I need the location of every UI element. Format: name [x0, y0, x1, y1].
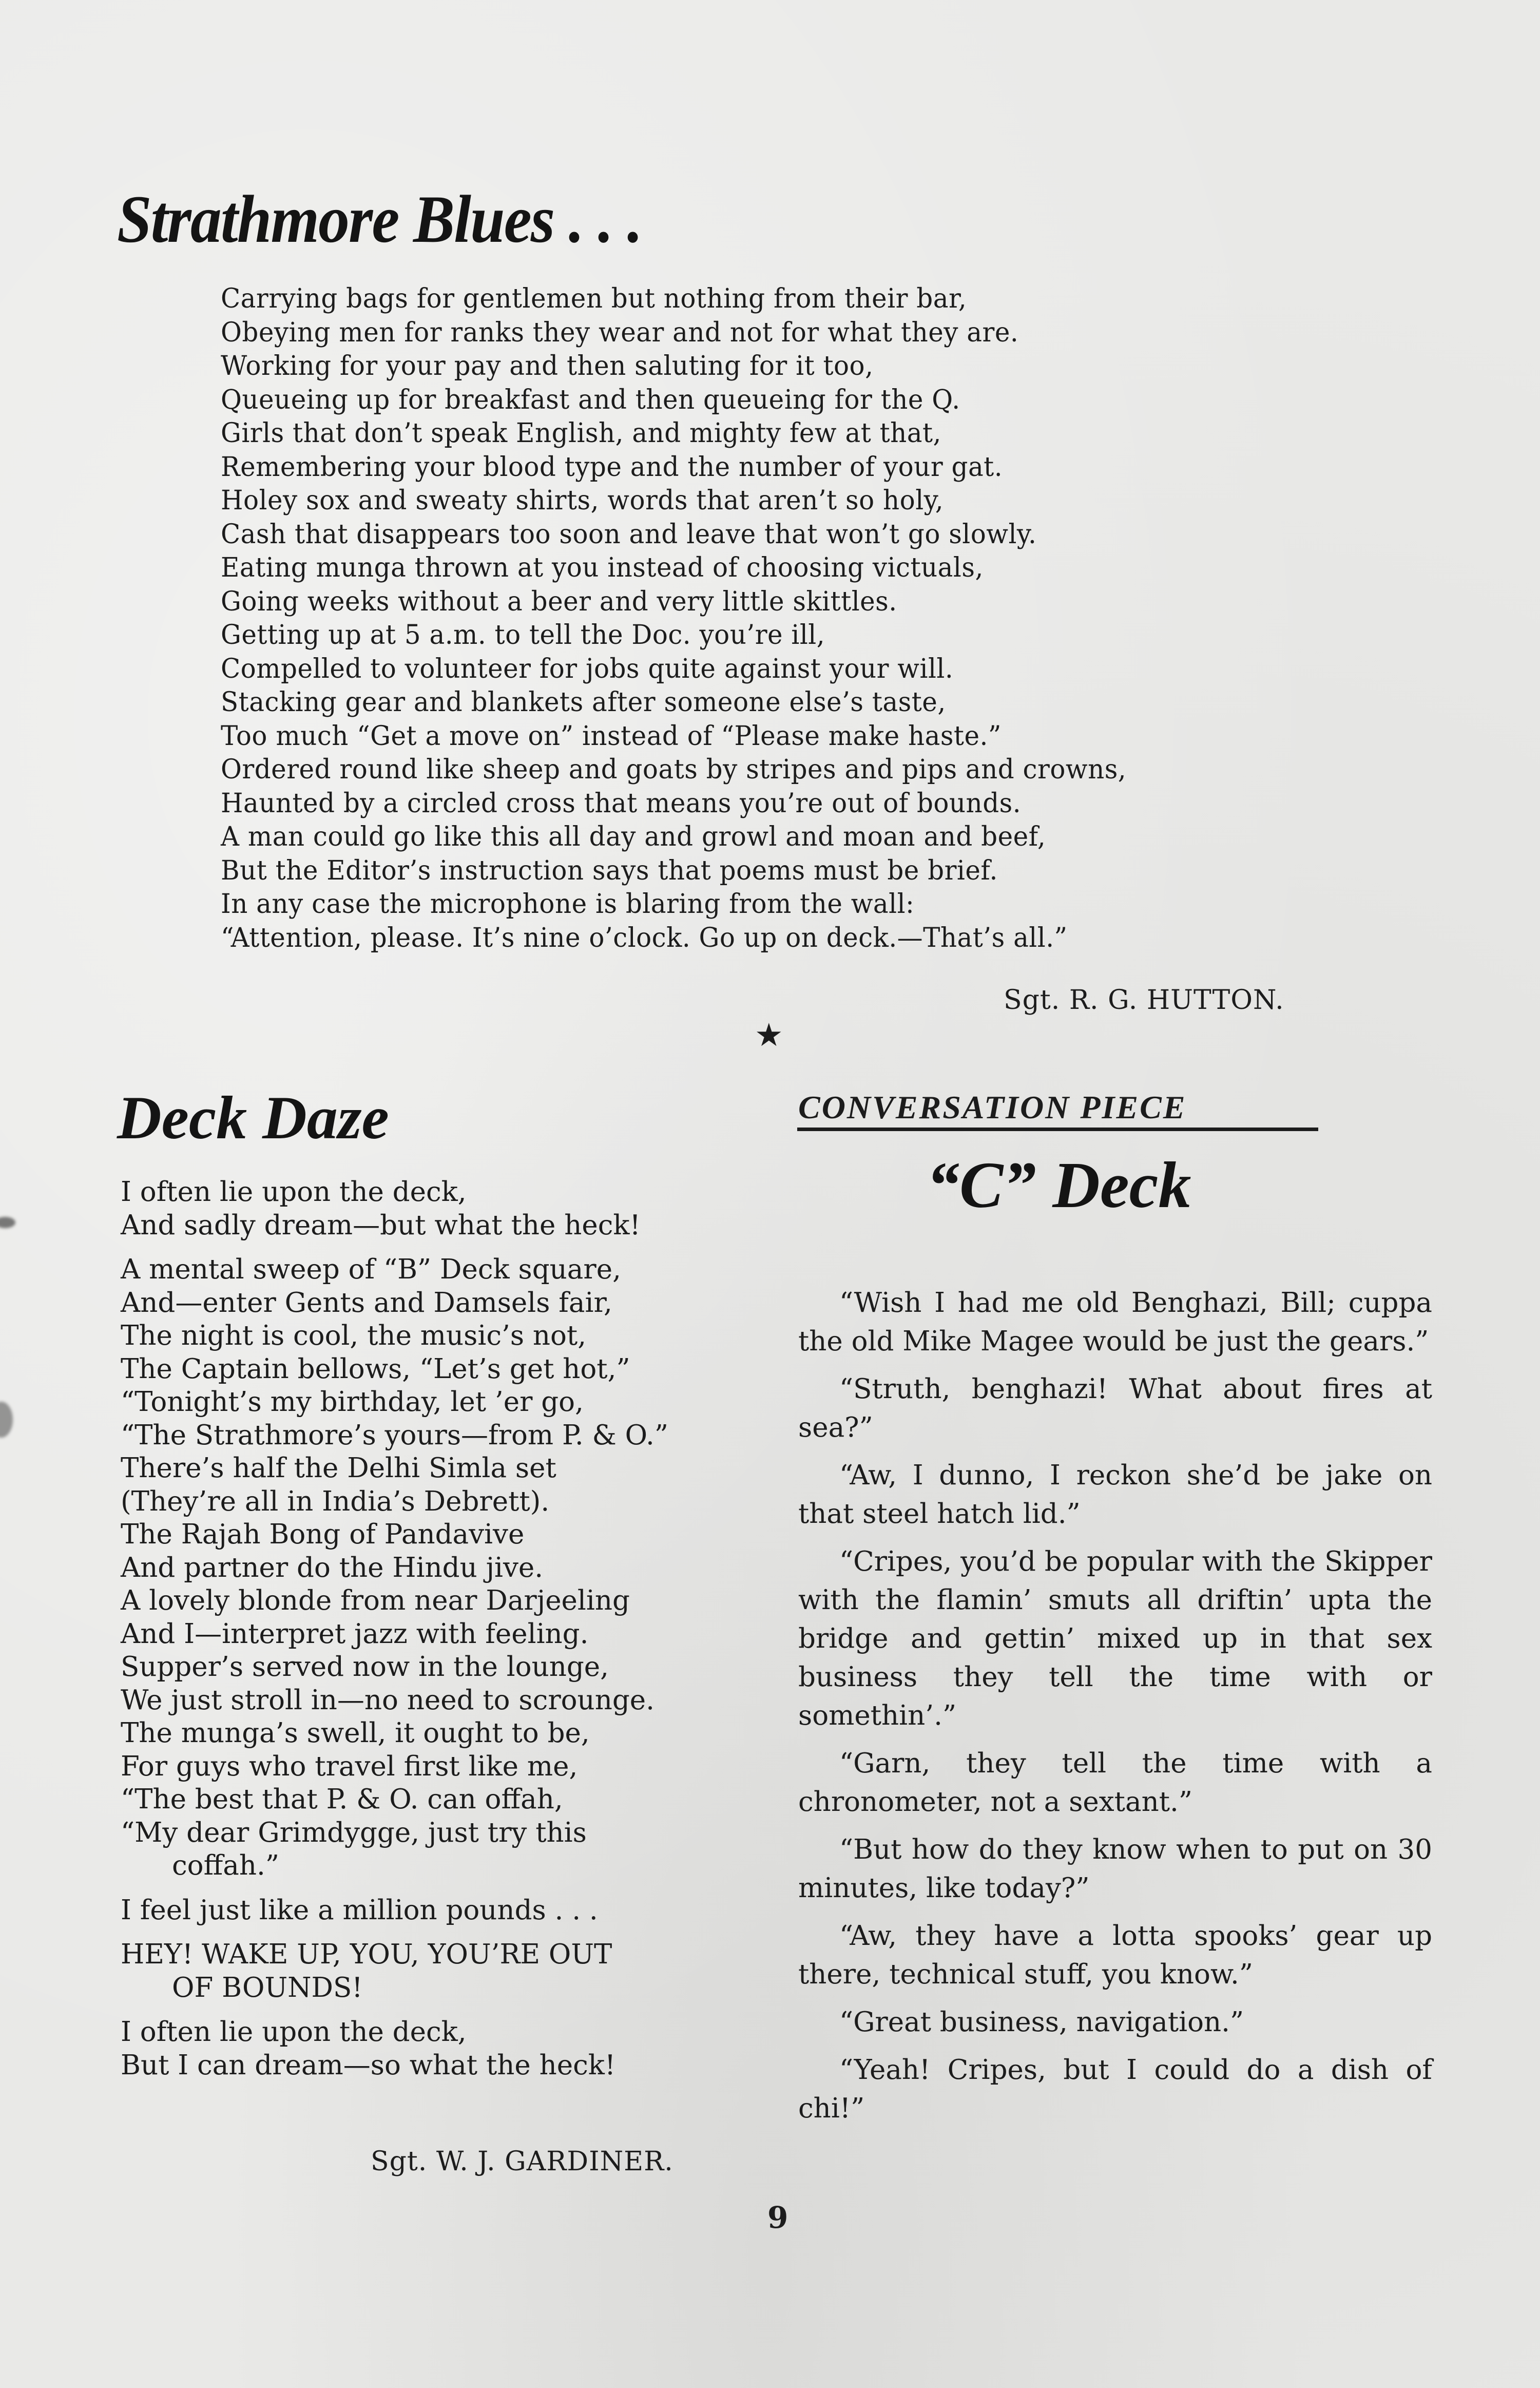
dialogue-paragraph: “But how do they know when to put on 30 minutes, like today?”: [798, 1834, 1432, 1904]
poem-line: Haunted by a circled cross that means you’re out of bounds.: [221, 788, 1022, 819]
section-label-conversation-piece: CONVERSATION PIECE: [798, 1089, 1187, 1125]
poem-line: Carrying bags for gentlemen but nothing from their bar,: [221, 283, 967, 314]
poem-line: Obeying men for ranks they wear and not for what they are.: [221, 317, 1019, 348]
dialogue-paragraph: “Struth, benghazi! What about fires at sea?”: [798, 1373, 1432, 1443]
poem-line: Ordered round like sheep and goats by stripes and pips and crowns,: [221, 754, 1127, 785]
author-signature-hutton: Sgt. R. G. HUTTON.: [1004, 985, 1284, 1016]
poem-line: “The best that P. & O. can offah,: [121, 1784, 563, 1815]
dialogue-paragraph: “Garn, they tell the time with a chronometer, not a sextant.”: [798, 1748, 1432, 1818]
poem-line: And—enter Gents and Damsels fair,: [121, 1287, 612, 1319]
poem-line: (They’re all in India’s Debrett).: [121, 1485, 550, 1517]
dialogue-paragraph: “Aw, they have a lotta spooks’ gear up there, technical stuff, you know.”: [798, 1920, 1432, 1990]
poem-line: And I—interpret jazz with feeling.: [121, 1618, 589, 1650]
article-title-strathmore-blues: Strathmore Blues . . .: [117, 181, 642, 257]
article-title-c-deck: “C” Deck: [927, 1149, 1191, 1221]
author-signature-gardiner: Sgt. W. J. GARDINER.: [371, 2146, 673, 2177]
poem-line: Eating munga thrown at you instead of choosing victuals,: [221, 552, 984, 583]
poem-line: Cash that disappears too soon and leave that won’t go slowly.: [221, 519, 1037, 550]
poem-line: We just stroll in—no need to scrounge.: [121, 1684, 654, 1716]
poem-line: But I can dream—so what the heck!: [121, 2049, 616, 2081]
dialogue-paragraph: “Great business, navigation.”: [839, 2007, 1244, 2038]
poem-line: “The Strathmore’s yours—from P. & O.”: [121, 1419, 668, 1451]
poem-line: A man could go like this all day and growl and moan and beef,: [221, 822, 1046, 852]
poem-line: Working for your pay and then saluting for it too,: [221, 351, 874, 381]
poem-line: I often lie upon the deck,: [121, 2016, 467, 2048]
scan-smudge: [0, 1402, 13, 1438]
poem-line: Stacking gear and blankets after someone else’s taste,: [221, 687, 946, 718]
page-number: 9: [767, 2200, 788, 2235]
poem-line: “My dear Grimdygge, just try this: [121, 1817, 587, 1848]
dialogue-paragraph: “Wish I had me old Benghazi, Bill; cuppa the old Mike Magee would be just the gears.”: [798, 1287, 1432, 1357]
scan-smudge: [0, 1217, 15, 1228]
poem-line: For guys who travel first like me,: [121, 1750, 578, 1782]
poem-line: Holey sox and sweaty shirts, words that aren’t so holy,: [221, 485, 944, 516]
dialogue-paragraph: “Yeah! Cripes, but I could do a dish of chi!”: [798, 2054, 1432, 2124]
poem-stanza: [121, 2016, 767, 2082]
poem-line: Compelled to volunteer for jobs quite against your will.: [221, 653, 954, 684]
poem-line: In any case the microphone is blaring from the wall:: [221, 889, 915, 920]
poem-line: Getting up at 5 a.m. to tell the Doc. you’re ill,: [221, 620, 825, 651]
poem-line: And partner do the Hindu jive.: [121, 1552, 544, 1583]
poem-stanza: [121, 1253, 767, 1883]
star-icon: ★: [755, 1016, 783, 1054]
poem-line: The munga’s swell, it ought to be,: [121, 1717, 590, 1749]
poem-line: A lovely blonde from near Darjeeling: [121, 1585, 630, 1616]
poem-line: Girls that don’t speak English, and mighty few at that,: [221, 418, 941, 449]
poem-strathmore-blues: [221, 282, 1126, 955]
poem-line: “Tonight’s my birthday, let ’er go,: [121, 1386, 584, 1418]
dialogue-paragraph: “Cripes, you’d be popular with the Skipper with the flamin’ smuts all driftin’ upta the bridge and gettin’ mixed up in that sex business they tell the time with or somethin’.”: [798, 1546, 1432, 1731]
poem-line: A mental sweep of “B” Deck square,: [121, 1254, 621, 1285]
poem-line: HEY! WAKE UP, YOU, YOU’RE OUT: [121, 1939, 612, 1970]
poem-line: Queueing up for breakfast and then queueing for the Q.: [221, 384, 960, 415]
poem-line: I feel just like a million pounds . . .: [121, 1894, 598, 1926]
poem-line: There’s half the Delhi Simla set: [121, 1453, 556, 1484]
poem-line: But the Editor’s instruction says that poems must be brief.: [221, 855, 998, 886]
poem-line: OF BOUNDS!: [172, 1972, 363, 2003]
poem-stanza: [121, 1176, 767, 1242]
dialogue-c-deck: [798, 1284, 1432, 2137]
dialogue-paragraph: “Aw, I dunno, I reckon she’d be jake on that steel hatch lid.”: [798, 1460, 1432, 1530]
poem-line: Supper’s served now in the lounge,: [121, 1651, 609, 1683]
poem-line: The Rajah Bong of Pandavive: [121, 1519, 525, 1550]
poem-line: coffah.”: [172, 1850, 279, 1881]
poem-line: Remembering your blood type and the number of your gat.: [221, 451, 1003, 483]
poem-line: Going weeks without a beer and very little skittles.: [221, 586, 897, 617]
poem-stanza: [121, 1938, 767, 2004]
poem-line: And sadly dream—but what the heck!: [121, 1209, 641, 1241]
poem-line: The Captain bellows, “Let’s get hot,”: [121, 1353, 630, 1385]
poem-stanza: [121, 1894, 767, 1927]
poem-line: “Attention, please. It’s nine o’clock. Go up on deck.—That’s all.”: [221, 922, 1068, 953]
section-rule: [797, 1128, 1318, 1131]
poem-deck-daze: [121, 1176, 767, 2093]
poem-line: The night is cool, the music’s not,: [121, 1320, 587, 1351]
poem-line: Too much “Get a move on” instead of “Please make haste.”: [221, 720, 1002, 752]
article-title-deck-daze: Deck Daze: [117, 1083, 389, 1152]
poem-line: I often lie upon the deck,: [121, 1176, 467, 1208]
